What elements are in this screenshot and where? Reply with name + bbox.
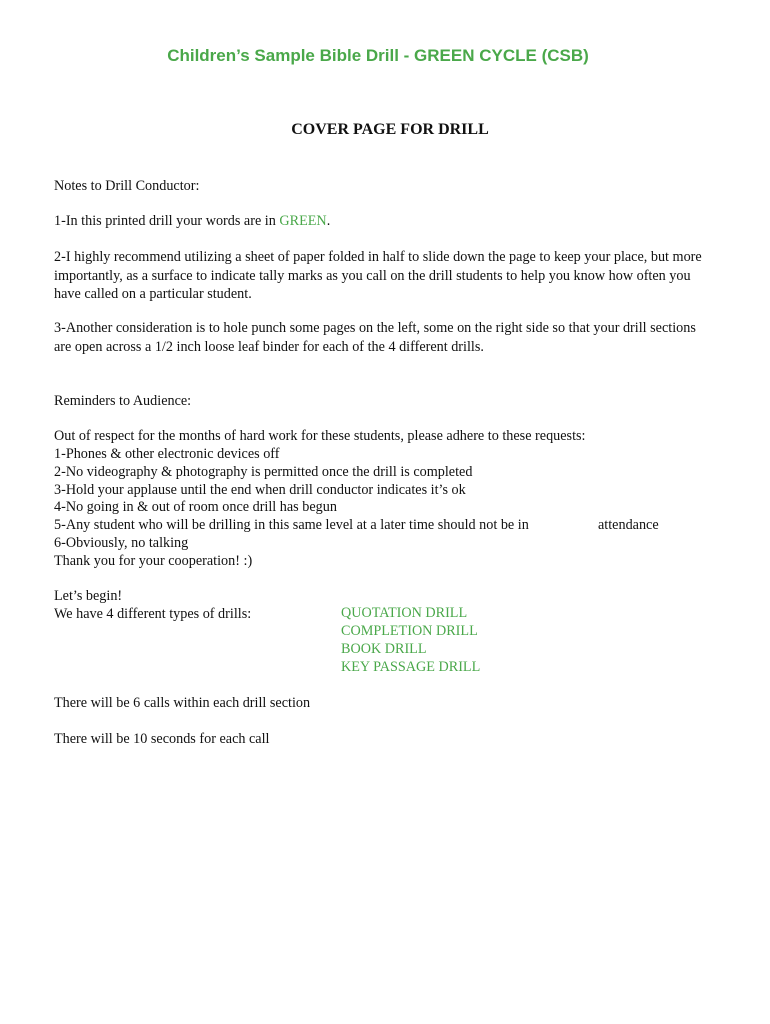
audience-item-5: 5-Any student who will be drilling in this same level at a later time should not be in [54, 517, 529, 533]
audience-item-1: 1-Phones & other electronic devices off [54, 446, 280, 462]
drill-type-key-passage: KEY PASSAGE DRILL [341, 659, 481, 675]
conductor-notes-heading: Notes to Drill Conductor: [54, 178, 200, 194]
audience-thanks: Thank you for your cooperation! :) [54, 553, 253, 569]
conductor-note-3: 3-Another consideration is to hole punch some pages on the left, some on the right side so that your drill sections are open across a 1/2 inch loose leaf binder for each of the 4 different drills. [54, 320, 696, 355]
document-title: Children’s Sample Bible Drill - GREEN CYCLE (CSB) [167, 46, 589, 65]
drill-type-completion: COMPLETION DRILL [341, 623, 478, 639]
calls-note: There will be 6 calls within each drill section [54, 695, 311, 711]
drill-type-book: BOOK DRILL [341, 641, 427, 657]
lets-begin: Let’s begin! [54, 588, 123, 604]
note-1-suffix: . [326, 213, 331, 229]
note-1-prefix: 1-In this printed drill your words are in [54, 213, 280, 229]
audience-item-4: 4-No going in & out of room once drill has begun [54, 499, 337, 515]
note-1-highlight: GREEN [279, 213, 327, 229]
conductor-note-1 [54, 212, 330, 230]
conductor-note-2: 2-I highly recommend utilizing a sheet of paper folded in half to slide down the page to keep your place, but more importantly, as a surface to indicate tally marks as you call on the drill students to help you know how often you have called on a particular student. [54, 249, 702, 302]
seconds-note: There will be 10 seconds for each call [54, 731, 270, 747]
audience-item-5-tail: attendance [598, 517, 659, 533]
drill-type-quotation: QUOTATION DRILL [341, 605, 468, 621]
audience-item-3: 3-Hold your applause until the end when drill conductor indicates it’s ok [54, 482, 466, 498]
audience-item-2: 2-No videography & photography is permitted once the drill is completed [54, 464, 473, 480]
cover-heading: COVER PAGE FOR DRILL [291, 121, 489, 138]
audience-heading: Reminders to Audience: [54, 393, 192, 409]
drill-types-intro: We have 4 different types of drills: [54, 606, 252, 622]
drill-types-list [341, 604, 480, 676]
audience-item-6: 6-Obviously, no talking [54, 535, 189, 551]
audience-intro: Out of respect for the months of hard work for these students, please adhere to these requests: [54, 428, 586, 444]
